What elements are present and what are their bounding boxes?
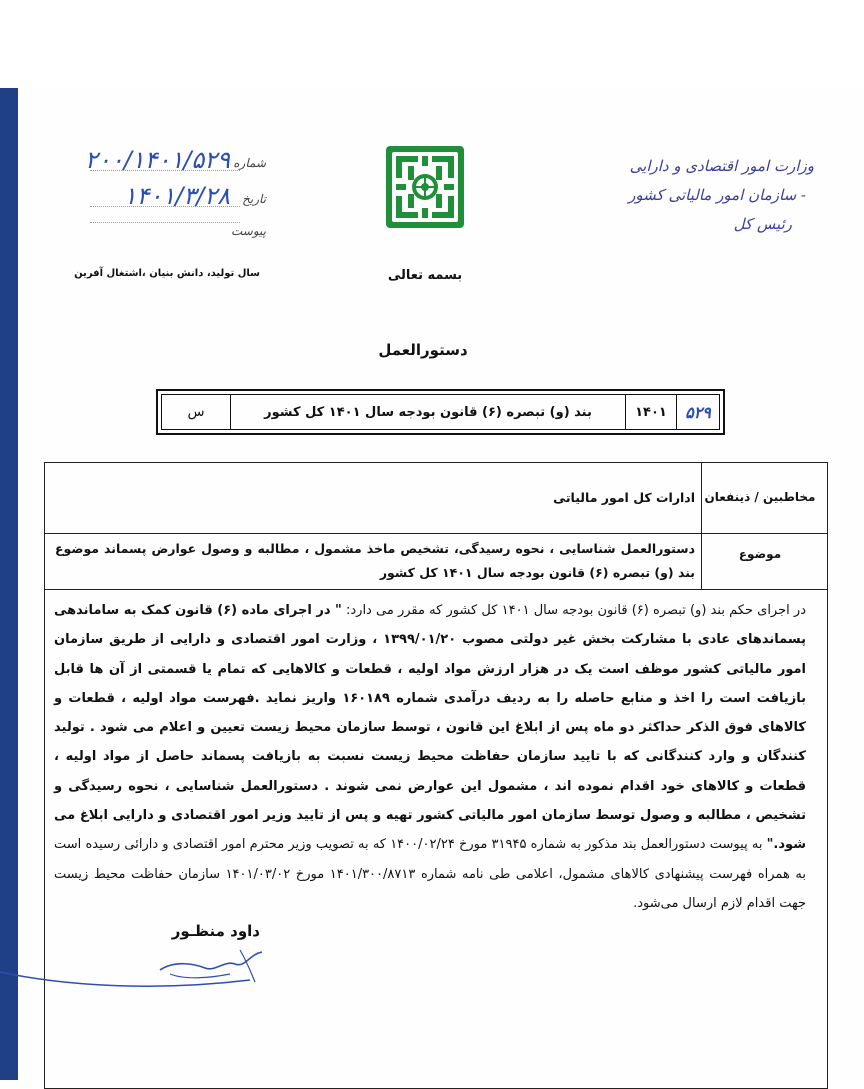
- letter-meta: [60, 140, 270, 250]
- attachment-row: [60, 218, 270, 248]
- dotted-line: [90, 222, 240, 223]
- subject-value-line2: بند (و) تبصره (۶) قانون بودجه سال ۱۴۰۱ کل کشور: [379, 565, 695, 580]
- dotted-line: [90, 170, 240, 171]
- subject-value-line1: دستورالعمل شناسایی ، نحوه رسیدگی، تشخیص ماخذ مشمول ، مطالبه و وصول عوارض پسماند موضوع: [55, 541, 695, 556]
- number-label: شماره: [233, 156, 266, 170]
- code-year: ۱۴۰۱: [625, 395, 676, 429]
- recipients-value: ادارات کل امور مالیاتی: [553, 490, 695, 505]
- row-divider: [45, 589, 827, 590]
- dotted-line: [90, 206, 240, 207]
- date-row: [60, 182, 270, 212]
- instruction-body: [54, 596, 806, 918]
- besm-heading: بسمه تعالی: [387, 268, 463, 283]
- handwritten-signature: [0, 930, 300, 1020]
- recipients-label: مخاطبین / ذینفعان: [704, 490, 816, 504]
- code-number: ۵۲۹: [676, 395, 719, 429]
- signer-name: داود منظـور: [171, 922, 260, 940]
- ministry-header: [584, 152, 814, 239]
- ministry-line: - سازمان امور مالیاتی کشور: [628, 186, 806, 204]
- year-slogan: سال تولید، دانش بنیان ،اشتغال آفرین: [74, 268, 260, 279]
- code-box-inner: [161, 394, 720, 430]
- ministry-line: وزارت امور اقتصادی و دارایی: [629, 157, 814, 175]
- letter-date: ۱۴۰۱/۳/۲۸: [123, 182, 230, 210]
- document-title: دستورالعمل: [378, 341, 468, 359]
- code-subject: بند (و) تبصره (۶) قانون بودجه سال ۱۴۰۱ کل کشور: [230, 395, 625, 429]
- tax-organization-logo-icon: [386, 146, 464, 228]
- body-quote: " در اجرای ماده (۶) قانون کمک به ساماندهی پسماندهای عادی با مشارکت بخش غیر دولتی مصوب ۱۳۹۹/۰۱/۲۰ ، وزارت امور اقتصادی و دارایی از طریق سازمان امور مالیاتی کشور موظف است یک در هزار ارزش مواد اولیه ، قطعات و کالاهایی که تمام یا قسمتی از آن ها قابل بازیافت است را اخذ و منابع حاصله را به ردیف درآمدی شماره ۱۶۰۱۸۹ واریز نماید .فهرست مواد اولیه ، قطعات و کالاهای فوق الذکر حداکثر دو ماه پس از ابلاغ این قانون ، توسط سازمان محیط زیست تعیین و اعلام می شود . تولید کنندگان و وارد کنندگانی که با تایید سازمان حفاظت محیط زیست نسبت به بازیافت پسماند حاصل از مواد اولیه ، قطعات و کالاهای خود اقدام نموده اند ، مشمول این عوارض نمی شوند . دستورالعمل شناسایی ، نحوه رسیدگی و تشخیص ، مطالبه و وصول توسط سازمان امور مالیاتی کشور تهیه و پس از تایید وزیر امور اقتصادی و دارایی ابلاغ می شود.": [54, 603, 806, 853]
- body-intro: در اجرای حکم بند (و) تبصره (۶) قانون بودجه سال ۱۴۰۱ کل کشور که مقرر می دارد:: [346, 603, 806, 618]
- body-paragraph: [54, 596, 806, 918]
- date-label: تاریخ: [242, 192, 266, 206]
- code-type: س: [187, 404, 205, 420]
- letter-number: ۲۰۰/۱۴۰۱/۵۲۹: [84, 146, 230, 174]
- instruction-code-box: [156, 389, 725, 435]
- row-divider: [45, 533, 827, 534]
- number-row: [60, 146, 270, 176]
- subject-label: موضوع: [738, 547, 782, 561]
- column-divider: [701, 463, 702, 589]
- ministry-line: رئیس کل: [733, 215, 792, 233]
- attachment-label: پیوست: [231, 224, 266, 238]
- body-rest: به پیوست دستورالعمل بند مذکور به شماره ۳۱۹۴۵ مورخ ۱۴۰۰/۰۲/۲۴ که به تصویب وزیر محترم امور اقتصادی و دارائی رسیده است به همراه فهرست پیشنهادی کالاهای مشمول، اعلامی طی نامه شماره ۱۴۰۱/۳۰۰/۸۷۱۳ مورخ ۱۴۰۱/۰۳/۰۲ سازمان حفاظت محیط زیست جهت اقدام لازم ارسال می‌شود.: [54, 837, 806, 911]
